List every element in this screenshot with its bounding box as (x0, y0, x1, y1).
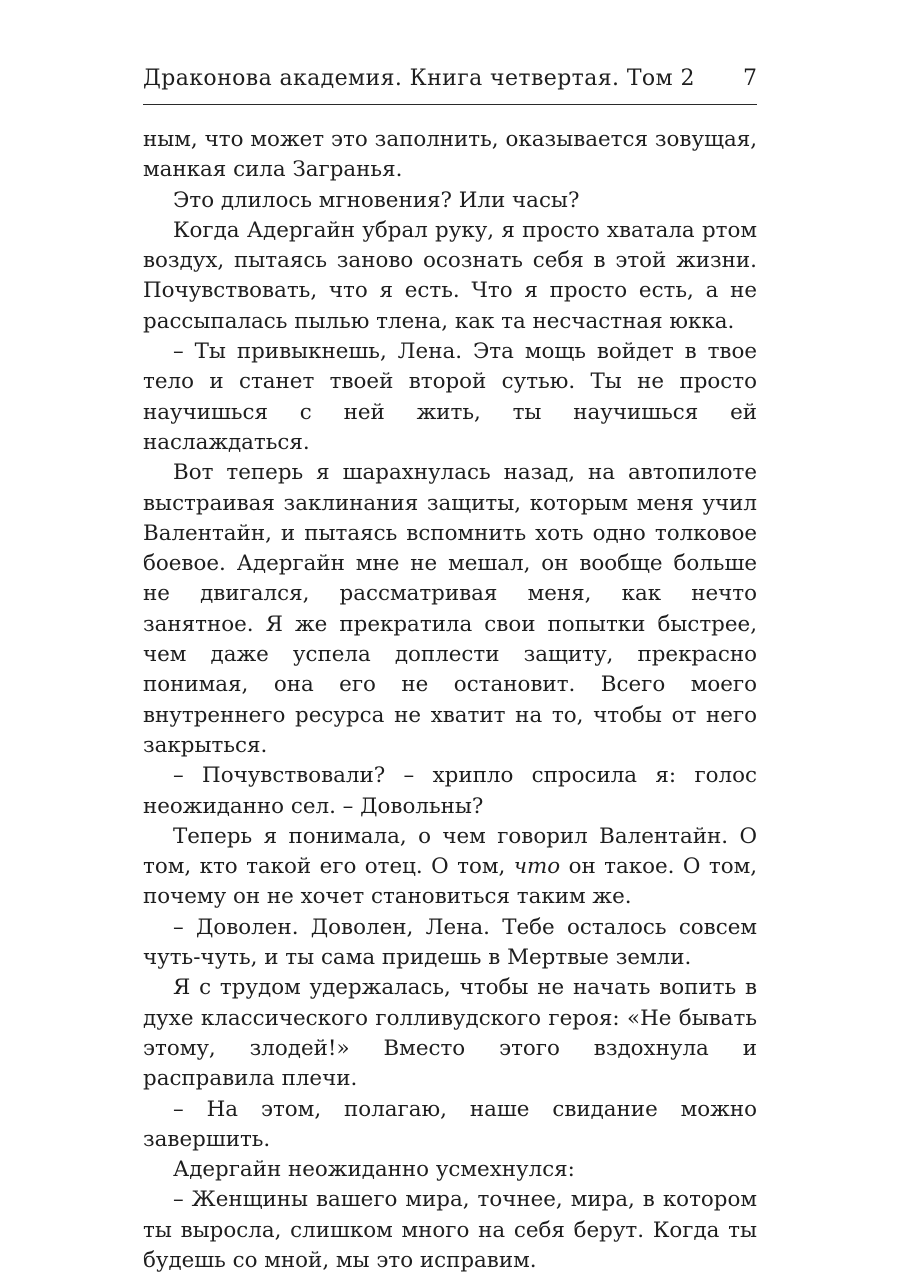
paragraph: – Ты привыкнешь, Лена. Эта мощь войдет в твое тело и станет твоей второй сутью. Ты не просто научишься с ней жить, ты научишься ей наслаждаться. (143, 339, 757, 455)
book-title: Драконова академия. Книга четвертая. Том 2 (143, 66, 695, 91)
body-text (143, 125, 757, 1276)
paragraph: ным, что может это заполнить, оказывается зовущая, манкая сила Загранья. (143, 127, 757, 183)
paragraph: Когда Адергайн убрал руку, я просто хватала ртом воздух, пытаясь заново осознать себя в этой жизни. Почувствовать, что я есть. Что я просто есть, а не рассыпалась пылью тлена, как та несчастная юкка. (143, 217, 757, 334)
page-number: 7 (743, 66, 757, 91)
paragraph: – Почувствовали? – хрипло спросила я: голос неожиданно сел. – Довольны? (143, 763, 757, 819)
paragraph-text: он такое. О том, почему он не хочет становиться таким же. (143, 854, 758, 910)
paragraph: Это длилось мгновения? Или часы? (173, 187, 580, 213)
paragraph: Вот теперь я шарахнулась назад, на автопилоте выстраивая заклинания защиты, которым меня учил Валентайн, и пытаясь вспомнить хоть одно толковое боевое. Адергайн мне не мешал, он вообще больше не двигался, рассматривая меня, как нечто занятное. Я же прекратила свои попытки быстрее, чем даже успела доплести защиту, прекрасно понимая, она его не остановит. Всего моего внутреннего ресурса не хватит на то, чтобы от него закрыться. (143, 460, 757, 758)
paragraph-text: Теперь я понимала, о чем говорил Валентайн. О том, кто такой его отец. О том, (143, 823, 757, 880)
paragraph: Адергайн неожиданно усмехнулся: (173, 1157, 575, 1183)
paragraph: – Доволен. Доволен, Лена. Тебе осталось совсем чуть-чуть, и ты сама придешь в Мертвые земли. (143, 914, 757, 971)
paragraph: – На этом, полагаю, наше свидание можно завершить. (143, 1096, 757, 1152)
book-page (143, 62, 757, 1276)
paragraph: Я с трудом удержалась, чтобы не начать вопить в духе классического голливудского героя: «Не бывать этому, злодей!» Вместо этого вздохнула и расправила плечи. (143, 975, 757, 1092)
paragraph: – Женщины вашего мира, точнее, мира, в котором ты выросла, слишком много на себя берут. Когда ты будешь со мной, мы это исправим. (143, 1187, 757, 1273)
running-header (143, 62, 757, 105)
paragraph (143, 822, 757, 913)
emphasis-text: что (513, 854, 561, 880)
